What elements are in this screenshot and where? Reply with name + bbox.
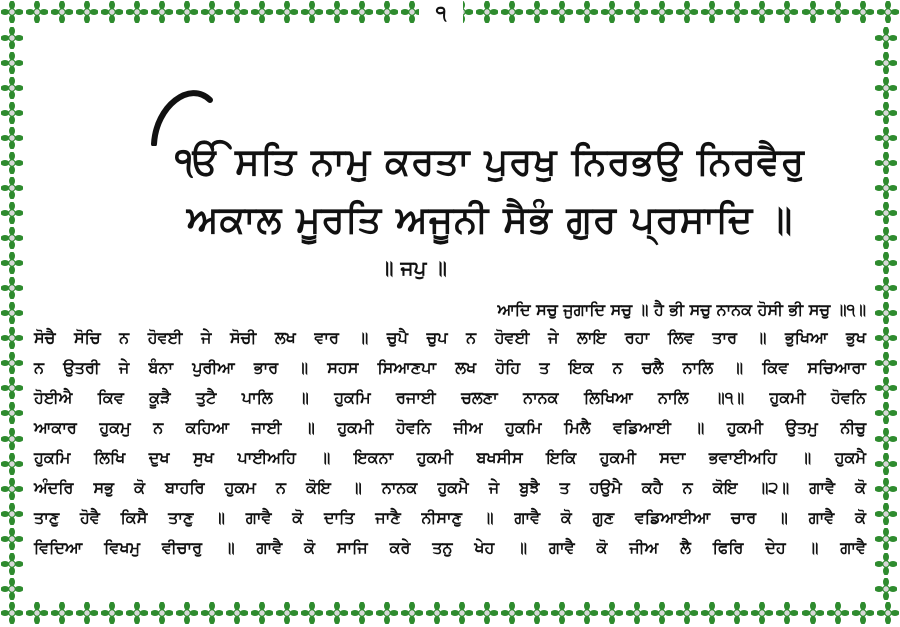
flower-border-icon: [500, 0, 524, 24]
flower-border-icon: [0, 477, 24, 501]
flower-border-icon: [200, 0, 224, 24]
flower-border-icon: [874, 477, 898, 501]
flower-border-icon: [575, 601, 599, 625]
flower-border-icon: [525, 0, 549, 24]
flower-border-icon: [0, 176, 24, 200]
flower-border-icon: [0, 601, 24, 625]
flower-border-icon: [50, 601, 74, 625]
flower-border-icon: [600, 601, 624, 625]
flower-border-icon: [700, 601, 724, 625]
flower-border-icon: [0, 351, 24, 375]
flower-border-icon: [100, 0, 124, 24]
text-line: ਆਕਾਰ ਹੁਕਮੁ ਨ ਕਹਿਆ ਜਾਈ ॥ ਹੁਕਮੀ ਹੋਵਨਿ ਜੀਅ ਹੁਕਮਿ ਮਿਲੈ ਵਡਿਆਈ ॥ ਹੁਕਮੀ ਉਤਮੁ ਨੀਚੁ: [34, 418, 866, 437]
flower-border-icon: [325, 601, 349, 625]
flower-border-icon: [876, 0, 900, 24]
flower-border-icon: [675, 601, 699, 625]
flower-border-icon: [0, 251, 24, 275]
flower-border-icon: [826, 601, 850, 625]
mool-mantar-line-2: ਅਕਾਲ ਮੂਰਤਿ ਅਜੂਨੀ ਸੈਭੰ ਗੁਰ ਪ੍ਰਸਾਦਿ ॥: [186, 198, 794, 241]
flower-border-icon: [0, 101, 24, 125]
flower-border-icon: [375, 0, 399, 24]
flower-border-icon: [300, 601, 324, 625]
flower-border-icon: [225, 0, 249, 24]
flower-border-icon: [550, 0, 574, 24]
ek-onkar-flourish-icon: [150, 86, 214, 146]
salok-line: ਆਦਿ ਸਚੁ ਜੁਗਾਦਿ ਸਚੁ ॥ ਹੈ ਭੀ ਸਚੁ ਨਾਨਕ ਹੋਸੀ ਭੀ ਸਚੁ ॥੧॥: [497, 300, 866, 319]
flower-border-icon: [750, 601, 774, 625]
flower-border-icon: [0, 452, 24, 476]
flower-border-icon: [175, 0, 199, 24]
flower-border-icon: [874, 401, 898, 425]
flower-border-icon: [0, 301, 24, 325]
flower-border-icon: [0, 527, 24, 551]
flower-border-icon: [325, 0, 349, 24]
flower-border-icon: [874, 26, 898, 50]
flower-border-icon: [874, 376, 898, 400]
flower-border-icon: [450, 601, 474, 625]
flower-border-icon: [851, 0, 875, 24]
flower-border-icon: [700, 0, 724, 24]
flower-border-icon: [275, 0, 299, 24]
flower-border-icon: [874, 427, 898, 451]
flower-border-icon: [0, 577, 24, 601]
flower-border-icon: [550, 601, 574, 625]
flower-border-icon: [500, 601, 524, 625]
flower-border-icon: [400, 601, 424, 625]
flower-border-icon: [750, 0, 774, 24]
flower-border-icon: [874, 76, 898, 100]
border-right: [874, 26, 900, 601]
flower-border-icon: [0, 226, 24, 250]
text-line: ਨ ਉਤਰੀ ਜੇ ਬੰਨਾ ਪੁਰੀਆ ਭਾਰ ॥ ਸਹਸ ਸਿਆਣਪਾ ਲਖ ਹੋਹਿ ਤ ਇਕ ਨ ਚਲੈ ਨਾਲਿ ॥ ਕਿਵ ਸਚਿਆਰਾ: [34, 358, 866, 377]
flower-border-icon: [150, 601, 174, 625]
flower-border-icon: [801, 601, 825, 625]
flower-border-icon: [625, 0, 649, 24]
flower-border-icon: [0, 26, 24, 50]
flower-border-icon: [300, 0, 324, 24]
flower-border-icon: [801, 0, 825, 24]
flower-border-icon: [25, 601, 49, 625]
flower-border-icon: [0, 427, 24, 451]
mool-mantar-line-1: ੴ ਸਤਿ ਨਾਮੁ ਕਰਤਾ ਪੁਰਖੁ ਨਿਰਭਉ ਨਿਰਵੈਰੁ: [175, 140, 805, 183]
flower-border-icon: [874, 527, 898, 551]
flower-border-icon: [0, 376, 24, 400]
flower-border-icon: [275, 601, 299, 625]
page-number: ੧: [419, 0, 463, 26]
flower-border-icon: [250, 601, 274, 625]
flower-border-icon: [525, 601, 549, 625]
text-line: ਹੋਈਐ ਕਿਵ ਕੂੜੈ ਤੁਟੈ ਪਾਲਿ ॥ ਹੁਕਮਿ ਰਜਾਈ ਚਲਣਾ ਨਾਨਕ ਲਿਖਿਆ ਨਾਲਿ ॥੧॥ ਹੁਕਮੀ ਹੋਵਨਿ: [34, 388, 866, 407]
flower-border-icon: [0, 276, 24, 300]
border-left: [0, 26, 26, 601]
flower-border-icon: [0, 0, 24, 24]
flower-border-icon: [725, 601, 749, 625]
flower-border-icon: [874, 577, 898, 601]
flower-border-icon: [425, 601, 449, 625]
flower-border-icon: [350, 601, 374, 625]
flower-border-icon: [874, 326, 898, 350]
section-heading: ॥ ਜਪੁ ॥: [380, 256, 447, 280]
flower-border-icon: [475, 0, 499, 24]
scripture-text: [34, 297, 866, 563]
flower-border-icon: [874, 552, 898, 576]
flower-border-icon: [225, 601, 249, 625]
flower-border-icon: [0, 552, 24, 576]
flower-border-icon: [874, 502, 898, 526]
flower-border-icon: [0, 201, 24, 225]
flower-border-icon: [675, 0, 699, 24]
flower-border-icon: [650, 601, 674, 625]
flower-border-icon: [150, 0, 174, 24]
flower-border-icon: [75, 601, 99, 625]
flower-border-icon: [175, 601, 199, 625]
flower-border-icon: [125, 601, 149, 625]
flower-border-icon: [874, 351, 898, 375]
flower-border-icon: [475, 601, 499, 625]
flower-border-icon: [0, 151, 24, 175]
flower-border-icon: [874, 251, 898, 275]
flower-border-icon: [75, 0, 99, 24]
flower-border-icon: [0, 76, 24, 100]
flower-border-icon: [0, 401, 24, 425]
flower-border-icon: [375, 601, 399, 625]
flower-border-icon: [775, 601, 799, 625]
flower-border-icon: [25, 0, 49, 24]
flower-border-icon: [0, 502, 24, 526]
flower-border-icon: [625, 601, 649, 625]
flower-border-icon: [650, 0, 674, 24]
flower-border-icon: [350, 0, 374, 24]
text-line: ਸੋਚੈ ਸੋਚਿ ਨ ਹੋਵਈ ਜੇ ਸੋਚੀ ਲਖ ਵਾਰ ॥ ਚੁਪੈ ਚੁਪ ਨ ਹੋਵਈ ਜੇ ਲਾਇ ਰਹਾ ਲਿਵ ਤਾਰ ॥ ਭੁਖਿਆ ਭੁਖ: [34, 328, 866, 347]
flower-border-icon: [874, 452, 898, 476]
flower-border-icon: [874, 101, 898, 125]
text-line: ਹੁਕਮਿ ਲਿਖਿ ਦੁਖ ਸੁਖ ਪਾਈਅਹਿ ॥ ਇਕਨਾ ਹੁਕਮੀ ਬਖਸੀਸ ਇਕਿ ਹੁਕਮੀ ਸਦਾ ਭਵਾਈਅਹਿ ॥ ਹੁਕਮੈ: [34, 448, 866, 467]
flower-border-icon: [874, 51, 898, 75]
flower-border-icon: [125, 0, 149, 24]
border-bottom: [0, 601, 900, 627]
text-line: ਤਾਣੁ ਹੋਵੈ ਕਿਸੈ ਤਾਣੁ ॥ ਗਾਵੈ ਕੋ ਦਾਤਿ ਜਾਣੈ ਨੀਸਾਣੁ ॥ ਗਾਵੈ ਕੋ ਗੁਣ ਵਡਿਆਈਆ ਚਾਰ ॥ ਗਾਵੈ ਕੋ: [34, 508, 866, 527]
flower-border-icon: [200, 601, 224, 625]
flower-border-icon: [874, 301, 898, 325]
flower-border-icon: [851, 601, 875, 625]
flower-border-icon: [826, 0, 850, 24]
flower-border-icon: [874, 276, 898, 300]
flower-border-icon: [0, 126, 24, 150]
flower-border-icon: [0, 326, 24, 350]
flower-border-icon: [876, 601, 900, 625]
flower-border-icon: [0, 51, 24, 75]
flower-border-icon: [775, 0, 799, 24]
flower-border-icon: [50, 0, 74, 24]
text-line: ਅੰਦਰਿ ਸਭੁ ਕੋ ਬਾਹਰਿ ਹੁਕਮ ਨ ਕੋਇ ॥ ਨਾਨਕ ਹੁਕਮੈ ਜੇ ਬੁਝੈ ਤ ਹਉਮੈ ਕਹੈ ਨ ਕੋਇ ॥੨॥ ਗਾਵੈ ਕੋ: [34, 478, 866, 497]
text-line: ਵਿਦਿਆ ਵਿਖਮੁ ਵੀਚਾਰੁ ॥ ਗਾਵੈ ਕੋ ਸਾਜਿ ਕਰੇ ਤਨੁ ਖੇਹ ॥ ਗਾਵੈ ਕੋ ਜੀਅ ਲੈ ਫਿਰਿ ਦੇਹ ॥ ਗਾਵੈ: [34, 538, 866, 557]
flower-border-icon: [250, 0, 274, 24]
flower-border-icon: [600, 0, 624, 24]
flower-border-icon: [100, 601, 124, 625]
flower-border-icon: [725, 0, 749, 24]
flower-border-icon: [575, 0, 599, 24]
